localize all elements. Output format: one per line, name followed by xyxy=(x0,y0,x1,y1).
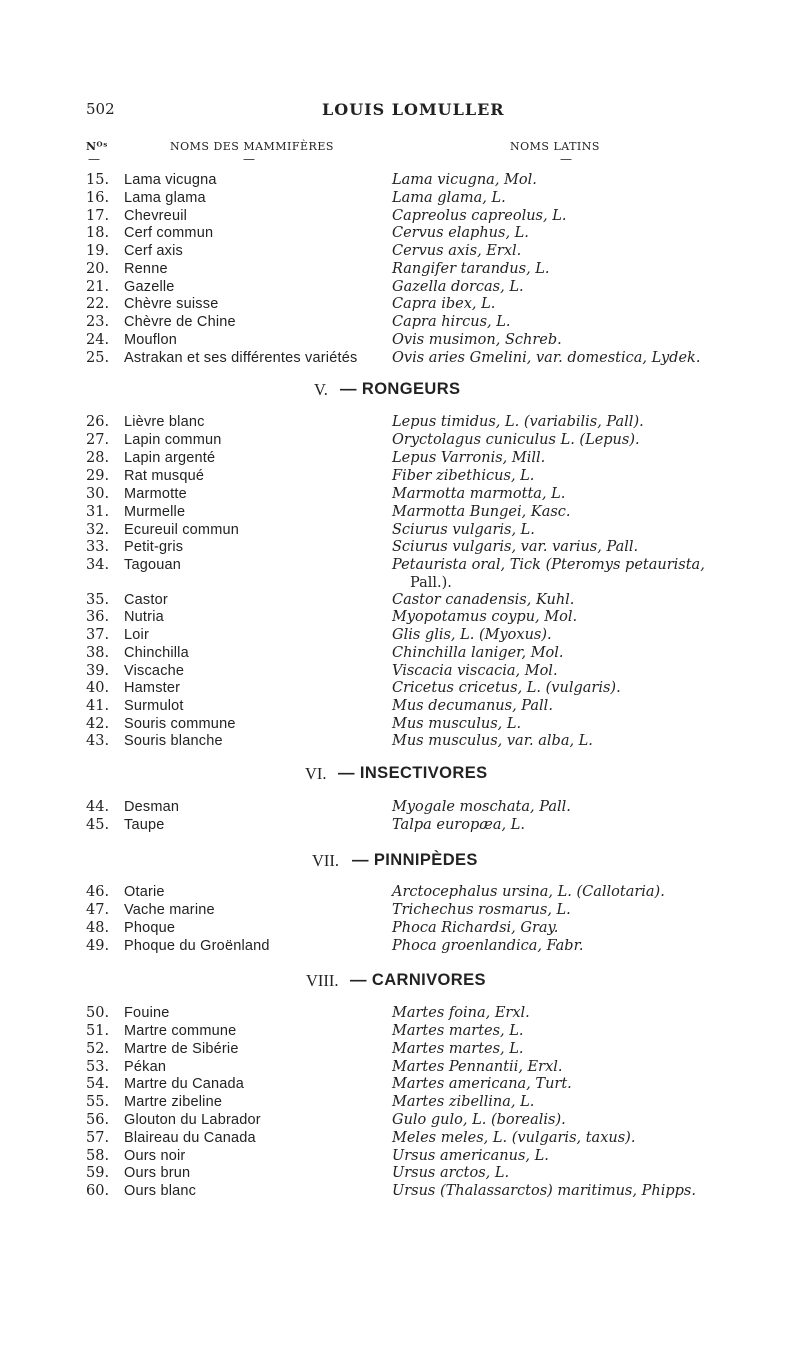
row-number: 57. xyxy=(86,1130,110,1146)
common-name: Blaireau du Canada xyxy=(124,1130,256,1146)
common-name: Ours noir xyxy=(124,1148,186,1164)
table-row xyxy=(0,431,800,449)
table-row xyxy=(0,901,800,919)
section-numeral: V. xyxy=(314,380,328,399)
common-name: Martre zibeline xyxy=(124,1094,223,1110)
table-row xyxy=(0,503,800,521)
table-row xyxy=(0,1182,800,1200)
table-row xyxy=(0,919,800,937)
table-row xyxy=(0,260,800,278)
common-name: Gazelle xyxy=(124,279,175,295)
common-name: Phoque du Groënland xyxy=(124,938,270,954)
latin-name: Capreolus capreolus, L. xyxy=(392,208,567,224)
row-number: 30. xyxy=(86,486,110,502)
latin-name: Ursus (Thalassarctos) maritimus, Phipps. xyxy=(392,1183,696,1199)
table-row xyxy=(0,715,800,733)
latin-name: Glis glis, L. (Myoxus). xyxy=(392,627,552,643)
row-number: 60. xyxy=(86,1183,110,1199)
table-row xyxy=(0,349,800,367)
section-heading xyxy=(0,764,800,786)
row-number: 28. xyxy=(86,450,110,466)
row-number: 17. xyxy=(86,208,110,224)
row-number: 25. xyxy=(86,350,110,366)
table-row xyxy=(0,521,800,539)
table-row xyxy=(0,816,800,834)
common-name: Phoque xyxy=(124,920,176,936)
row-number: 43. xyxy=(86,733,110,749)
running-title: LOUIS LOMULLER xyxy=(322,100,505,119)
common-name: Ours blanc xyxy=(124,1183,197,1199)
latin-name: Cervus elaphus, L. xyxy=(392,225,529,241)
table-row xyxy=(0,189,800,207)
table-row xyxy=(0,591,800,609)
row-number: 22. xyxy=(86,296,110,312)
column-rule-number: — xyxy=(88,152,101,166)
common-name: Taupe xyxy=(124,817,165,833)
common-name: Lapin argenté xyxy=(124,450,216,466)
common-name: Lièvre blanc xyxy=(124,414,205,430)
row-number: 27. xyxy=(86,432,110,448)
column-header-common-name: NOMS DES MAMMIFÈRES xyxy=(170,140,334,153)
latin-name: Talpa europæa, L. xyxy=(392,817,525,833)
common-name: Martre de Sibérie xyxy=(124,1041,239,1057)
table-row xyxy=(0,467,800,485)
common-name: Chèvre suisse xyxy=(124,296,219,312)
table-row xyxy=(0,242,800,260)
table-row xyxy=(0,171,800,189)
row-number: 46. xyxy=(86,884,110,900)
latin-name: Martes martes, L. xyxy=(392,1023,524,1039)
latin-name: Phoca groenlandica, Fabr. xyxy=(392,938,584,954)
common-name: Murmelle xyxy=(124,504,186,520)
row-number: 39. xyxy=(86,663,110,679)
section-numeral: VII. xyxy=(312,851,340,870)
table-row xyxy=(0,1040,800,1058)
row-number: 38. xyxy=(86,645,110,661)
section-heading xyxy=(0,380,800,402)
common-name: Surmulot xyxy=(124,698,184,714)
table-row xyxy=(0,1022,800,1040)
section-title: — PINNIPÈDES xyxy=(352,851,478,869)
section-heading xyxy=(0,851,800,873)
table-row xyxy=(0,556,800,591)
common-name: Souris blanche xyxy=(124,733,223,749)
table-row xyxy=(0,626,800,644)
latin-name: Meles meles, L. (vulgaris, taxus). xyxy=(392,1130,636,1146)
latin-name: Ursus arctos, L. xyxy=(392,1165,510,1181)
table-row xyxy=(0,207,800,225)
latin-name: Lama vicugna, Mol. xyxy=(392,172,537,188)
table-row xyxy=(0,485,800,503)
latin-name: Arctocephalus ursina, L. (Callotaria). xyxy=(392,884,665,900)
table-row xyxy=(0,1147,800,1165)
latin-name: Martes americana, Turt. xyxy=(392,1076,572,1092)
common-name: Martre du Canada xyxy=(124,1076,245,1092)
row-number: 41. xyxy=(86,698,110,714)
latin-name: Lepus timidus, L. (variabilis, Pall). xyxy=(392,414,644,430)
column-rule-common-name: — xyxy=(243,152,256,166)
common-name: Marmotte xyxy=(124,486,187,502)
row-number: 18. xyxy=(86,225,110,241)
common-name: Glouton du Labrador xyxy=(124,1112,261,1128)
latin-name: Oryctolagus cuniculus L. (Lepus). xyxy=(392,432,640,448)
latin-name-continued: Pall.). xyxy=(410,575,452,591)
latin-name: Marmotta marmotta, L. xyxy=(392,486,566,502)
common-name: Fouine xyxy=(124,1005,170,1021)
common-name: Nutria xyxy=(124,609,164,625)
latin-name: Trichechus rosmarus, L. xyxy=(392,902,571,918)
row-number: 42. xyxy=(86,716,110,732)
row-number: 36. xyxy=(86,609,110,625)
table-row xyxy=(0,1111,800,1129)
row-number: 20. xyxy=(86,261,110,277)
common-name: Vache marine xyxy=(124,902,215,918)
section-title: — CARNIVORES xyxy=(350,971,486,989)
common-name: Lama vicugna xyxy=(124,172,217,188)
latin-name: Gazella dorcas, L. xyxy=(392,279,524,295)
row-number: 29. xyxy=(86,468,110,484)
common-name: Mouflon xyxy=(124,332,177,348)
common-name: Ours brun xyxy=(124,1165,191,1181)
latin-name: Myopotamus coypu, Mol. xyxy=(392,609,578,625)
row-number: 59. xyxy=(86,1165,110,1181)
row-number: 32. xyxy=(86,522,110,538)
section-title: — INSECTIVORES xyxy=(338,764,488,782)
common-name: Hamster xyxy=(124,680,181,696)
table-row xyxy=(0,883,800,901)
latin-name: Ovis aries Gmelini, var. domestica, Lydek. xyxy=(392,350,701,366)
row-number: 56. xyxy=(86,1112,110,1128)
latin-name: Chinchilla laniger, Mol. xyxy=(392,645,564,661)
latin-name: Martes Pennantii, Erxl. xyxy=(392,1059,563,1075)
latin-name: Viscacia viscacia, Mol. xyxy=(392,663,558,679)
latin-name: Rangifer tarandus, L. xyxy=(392,261,550,277)
common-name: Lapin commun xyxy=(124,432,222,448)
latin-name: Cricetus cricetus, L. (vulgaris). xyxy=(392,680,621,696)
latin-name: Sciurus vulgaris, var. varius, Pall. xyxy=(392,539,639,555)
table-row xyxy=(0,1093,800,1111)
row-number: 50. xyxy=(86,1005,110,1021)
row-number: 15. xyxy=(86,172,110,188)
column-rule-latin-name: — xyxy=(560,152,573,166)
latin-name: Mus musculus, var. alba, L. xyxy=(392,733,593,749)
latin-name: Ovis musimon, Schreb. xyxy=(392,332,562,348)
row-number: 55. xyxy=(86,1094,110,1110)
row-number: 53. xyxy=(86,1059,110,1075)
common-name: Cerf commun xyxy=(124,225,214,241)
latin-name: Phoca Richardsi, Gray. xyxy=(392,920,559,936)
common-name: Loir xyxy=(124,627,149,643)
common-name: Desman xyxy=(124,799,180,815)
row-number: 48. xyxy=(86,920,110,936)
common-name: Tagouan xyxy=(124,557,182,573)
common-name: Rat musqué xyxy=(124,468,205,484)
common-name: Ecureuil commun xyxy=(124,522,240,538)
table-row xyxy=(0,662,800,680)
table-row xyxy=(0,937,800,955)
column-header-number: Nᴼˢ xyxy=(86,140,108,153)
row-number: 23. xyxy=(86,314,110,330)
section-numeral: VI. xyxy=(305,764,327,783)
latin-name: Capra ibex, L. xyxy=(392,296,496,312)
table-row xyxy=(0,331,800,349)
common-name: Lama glama xyxy=(124,190,206,206)
latin-name: Lama glama, L. xyxy=(392,190,506,206)
table-row xyxy=(0,1164,800,1182)
latin-name: Ursus americanus, L. xyxy=(392,1148,549,1164)
latin-name: Petaurista oral, Tick (Pteromys petaurista, xyxy=(392,557,705,573)
table-row xyxy=(0,313,800,331)
table-row xyxy=(0,697,800,715)
row-number: 47. xyxy=(86,902,110,918)
common-name: Chèvre de Chine xyxy=(124,314,236,330)
latin-name: Gulo gulo, L. (borealis). xyxy=(392,1112,566,1128)
row-number: 51. xyxy=(86,1023,110,1039)
table-row xyxy=(0,798,800,816)
common-name: Petit-gris xyxy=(124,539,184,555)
table-row xyxy=(0,1004,800,1022)
latin-name: Martes zibellina, L. xyxy=(392,1094,535,1110)
latin-name: Mus musculus, L. xyxy=(392,716,522,732)
latin-name: Sciurus vulgaris, L. xyxy=(392,522,535,538)
table-row xyxy=(0,1058,800,1076)
latin-name: Cervus axis, Erxl. xyxy=(392,243,522,259)
row-number: 21. xyxy=(86,279,110,295)
common-name: Souris commune xyxy=(124,716,236,732)
common-name: Renne xyxy=(124,261,168,277)
table-row xyxy=(0,644,800,662)
common-name: Viscache xyxy=(124,663,185,679)
table-row xyxy=(0,679,800,697)
row-number: 58. xyxy=(86,1148,110,1164)
section-heading xyxy=(0,971,800,993)
latin-name: Castor canadensis, Kuhl. xyxy=(392,592,575,608)
common-name: Pékan xyxy=(124,1059,167,1075)
latin-name: Martes martes, L. xyxy=(392,1041,524,1057)
common-name: Chinchilla xyxy=(124,645,189,661)
column-header-latin-name: NOMS LATINS xyxy=(510,140,600,153)
common-name: Castor xyxy=(124,592,168,608)
table-row xyxy=(0,608,800,626)
common-name: Martre commune xyxy=(124,1023,237,1039)
latin-name: Fiber zibethicus, L. xyxy=(392,468,535,484)
latin-name: Myogale moschata, Pall. xyxy=(392,799,571,815)
common-name: Chevreuil xyxy=(124,208,188,224)
common-name: Cerf axis xyxy=(124,243,184,259)
row-number: 49. xyxy=(86,938,110,954)
table-row xyxy=(0,1075,800,1093)
row-number: 19. xyxy=(86,243,110,259)
table-row xyxy=(0,449,800,467)
latin-name: Lepus Varronis, Mill. xyxy=(392,450,546,466)
page-number: 502 xyxy=(86,100,115,118)
row-number: 26. xyxy=(86,414,110,430)
row-number: 24. xyxy=(86,332,110,348)
latin-name: Marmotta Bungei, Kasc. xyxy=(392,504,571,520)
table-row xyxy=(0,1129,800,1147)
row-number: 37. xyxy=(86,627,110,643)
table-row xyxy=(0,538,800,556)
row-number: 54. xyxy=(86,1076,110,1092)
row-number: 35. xyxy=(86,592,110,608)
row-number: 34. xyxy=(86,557,110,573)
section-numeral: VIII. xyxy=(306,971,339,990)
table-row xyxy=(0,295,800,313)
row-number: 16. xyxy=(86,190,110,206)
section-title: — RONGEURS xyxy=(340,380,461,398)
table-row xyxy=(0,278,800,296)
row-number: 45. xyxy=(86,817,110,833)
common-name: Otarie xyxy=(124,884,165,900)
row-number: 31. xyxy=(86,504,110,520)
table-row xyxy=(0,413,800,431)
latin-name: Martes foina, Erxl. xyxy=(392,1005,530,1021)
row-number: 44. xyxy=(86,799,110,815)
latin-name: Mus decumanus, Pall. xyxy=(392,698,553,714)
row-number: 40. xyxy=(86,680,110,696)
table-row xyxy=(0,732,800,750)
common-name: Astrakan et ses différentes variétés xyxy=(124,350,358,366)
row-number: 33. xyxy=(86,539,110,555)
table-row xyxy=(0,224,800,242)
row-number: 52. xyxy=(86,1041,110,1057)
latin-name: Capra hircus, L. xyxy=(392,314,511,330)
